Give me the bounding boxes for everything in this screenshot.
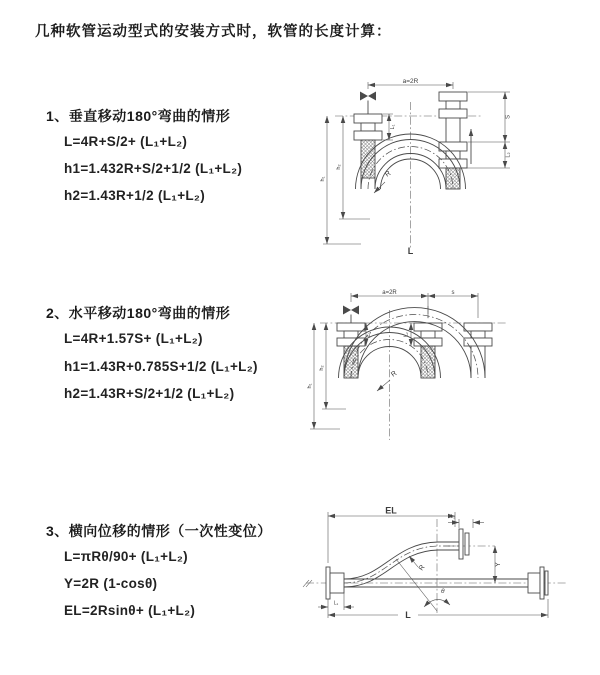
figure-vertical-180-bend	[313, 74, 585, 256]
dim-label-radius: R	[390, 370, 399, 379]
section-2-heading: 2、水平移动180°弯曲的情形	[46, 305, 231, 321]
section-2-formula-h1: h1=1.43R+0.785S+1/2 (L₁+L₂)	[64, 359, 258, 374]
dimension-lines	[323, 82, 510, 244]
section-3-formula-Y: Y=2R (1-cosθ)	[64, 576, 158, 591]
section-2-formula-h2: h2=1.43R+S/2+1/2 (L₁+L₂)	[64, 386, 235, 401]
dim-label-radius: R	[417, 563, 427, 573]
centerlines	[303, 519, 566, 613]
section-1-formula-h2: h2=1.43R+1/2 (L₁+L₂)	[64, 188, 206, 203]
left-hose-fitting	[337, 323, 365, 378]
dimension-lines	[310, 293, 478, 429]
section-1-heading: 1、垂直移动180°弯曲的情形	[46, 108, 231, 124]
dim-label-fitting1: L₁	[390, 124, 396, 130]
dim-label-span: a=2R	[382, 290, 397, 296]
right-flange	[528, 567, 548, 599]
centerline-break-mark	[303, 580, 312, 587]
dim-label-length: L	[407, 246, 414, 256]
section-1-formula-L: L=4R+S/2+ (L₁+L₂)	[64, 134, 188, 149]
dimension-lines	[318, 512, 548, 618]
dim-label-h2: h₂	[319, 365, 325, 371]
shifted-hose-fitting	[464, 323, 492, 378]
dim-label-span: a=2R	[402, 78, 419, 85]
dim-label-fitting1: L₁	[333, 600, 339, 607]
braided-section	[446, 168, 460, 189]
dim-label-fitting1: L₁	[366, 332, 372, 337]
valve-icon	[360, 92, 376, 115]
upper-flange	[459, 529, 469, 559]
section-3-formula-L: L=πRθ/90+ (L₁+L₂)	[64, 549, 188, 564]
section-1-formula-h1: h1=1.432R+S/2+1/2 (L₁+L₂)	[64, 161, 243, 176]
dim-label-h2: h₂	[336, 164, 342, 170]
dim-label-h1: h₁	[307, 383, 313, 389]
dim-label-h1: h₁	[320, 176, 326, 182]
dim-label-offset: Y	[495, 562, 502, 567]
dim-label-stroke: s	[451, 290, 455, 296]
dim-label-stroke: S	[505, 114, 512, 120]
section-2-formula-L: L=4R+1.57S+ (L₁+L₂)	[64, 331, 203, 346]
valve-icon	[343, 306, 359, 324]
figure-horizontal-180-bend	[306, 288, 586, 458]
lateral-displacement-diagram	[298, 503, 593, 628]
figure-lateral-displacement	[298, 503, 593, 628]
dim-label-theta: θ	[441, 588, 445, 595]
dim-label-fitting2: L₂	[403, 332, 410, 337]
braided-section	[361, 140, 375, 178]
middle-hose-fitting	[414, 323, 442, 378]
left-flange	[326, 567, 344, 599]
page-title: 几种软管运动型式的安装方式时，软管的长度计算：	[35, 24, 392, 40]
horizontal-bend-diagram	[306, 288, 586, 458]
dim-label-fitting2: L₂	[450, 514, 456, 520]
dim-label-el: EL	[385, 505, 397, 516]
section-3-formula-EL: EL=2Rsinθ+ (L₁+L₂)	[64, 603, 196, 618]
section-3-heading: 3、横向位移的情形（一次性变位）	[46, 523, 272, 539]
dim-label-radius: R	[384, 170, 393, 179]
hose-displaced-position	[344, 542, 459, 587]
vertical-bend-diagram	[313, 74, 585, 256]
dim-label-length: L	[405, 610, 411, 620]
angle-construction	[396, 556, 450, 611]
dim-label-fitting2: L₂	[505, 152, 512, 158]
